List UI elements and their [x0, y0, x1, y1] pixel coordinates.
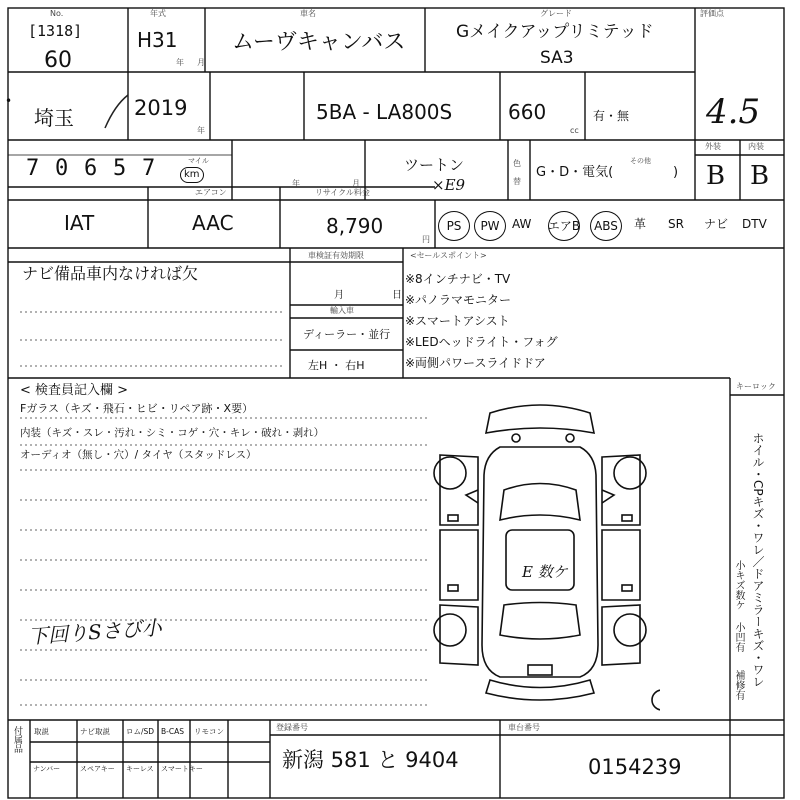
- accessory-item: ロム/SD: [126, 727, 155, 736]
- equipment-item: AW: [512, 217, 532, 231]
- year-unit: 年: [176, 58, 184, 67]
- margin-dot: •: [5, 94, 13, 108]
- accessory-item: リモコン: [194, 727, 224, 736]
- mileage-digit: 6: [84, 156, 98, 181]
- plate-label: 登録番号: [276, 723, 308, 732]
- car-name: ムーヴキャンバス: [232, 30, 406, 55]
- interior-grade: B: [750, 161, 770, 191]
- sales-header: <セールスポイント>: [410, 251, 487, 260]
- equipment-item: PS: [438, 211, 470, 241]
- right-sub3: 補修有: [733, 670, 744, 700]
- interior-label: 内装: [748, 142, 764, 151]
- ac-header: エアコン: [195, 188, 227, 197]
- shaken-day: 日: [392, 290, 402, 301]
- exterior-label: 外装: [705, 142, 721, 151]
- score-handwritten: 4.5: [706, 92, 761, 132]
- inspector-interior: 内装（キズ・スレ・汚れ・シミ・コゲ・穴・キレ・破れ・剥れ）: [20, 427, 325, 439]
- accessory-item: スマートキー: [161, 765, 203, 773]
- transmission: IAT: [64, 211, 95, 235]
- lot-number-label: No.: [50, 9, 64, 18]
- sales-point: ※スマートアシスト: [405, 314, 510, 328]
- ac-type: AAC: [192, 211, 234, 235]
- model-year-label: 年式: [150, 9, 166, 18]
- chassis-number: 0154239: [588, 755, 682, 779]
- mileage-digit: 7: [26, 156, 40, 181]
- inspector-header: < 検査員記入欄 >: [20, 383, 129, 398]
- year-unit-2: 年: [197, 126, 205, 135]
- equipment-item: エアB: [548, 211, 580, 241]
- accessory-item: ナンバー: [33, 765, 61, 773]
- month-unit: 月: [197, 58, 205, 67]
- color-code: ×E9: [432, 176, 466, 194]
- equipment-item: ナビ: [704, 217, 729, 231]
- recycle-fee: 8,790: [326, 214, 384, 238]
- left-note: ナビ備品車内なければ欠: [22, 264, 199, 283]
- yen-unit: 円: [422, 235, 430, 244]
- right-vertical-note: ホイル・CPキズ・ワレ／ドアミラーキズ・ワレ: [751, 432, 765, 688]
- accessory-item: スペアキー: [80, 765, 115, 773]
- mileage-digit: 5: [113, 156, 127, 181]
- accessory-item: B-CAS: [161, 727, 184, 736]
- exterior-grade: B: [706, 161, 726, 191]
- mileage-digit: 0: [55, 156, 69, 181]
- chassis-label: 車台番号: [508, 723, 540, 732]
- car-name-label: 車名: [300, 9, 316, 18]
- sales-point: ※パノラマモニター: [405, 293, 512, 307]
- color-label: 色: [513, 159, 521, 168]
- accessory-item: キーレス: [126, 765, 154, 773]
- body-note: E 数ケ: [522, 563, 568, 581]
- sales-point: ※8インチナビ・TV: [405, 272, 511, 286]
- equipment-item: ABS: [590, 211, 622, 241]
- accessory-item: ナビ取説: [80, 727, 110, 736]
- displacement: 660: [508, 100, 547, 124]
- inspector-glass: Fガラス（キズ・飛石・ヒビ・リペア跡・X要）: [20, 402, 254, 415]
- shaken-month: 月: [334, 290, 344, 301]
- dealer-parallel: ディーラー・並行: [303, 328, 391, 341]
- row3-year-unit: 年: [292, 179, 300, 188]
- shaken-header: 車検証有効期限: [308, 251, 364, 260]
- car-damage-diagram: [420, 395, 660, 715]
- right-sub2: 小凹有: [733, 622, 744, 652]
- year: 2019: [134, 96, 188, 120]
- region: 埼玉: [34, 106, 74, 130]
- sales-point: ※両側パワースライドドア: [405, 356, 546, 370]
- steering-side: 左H ・ 右H: [308, 359, 365, 372]
- color: ツートン: [404, 156, 465, 174]
- presence: 有・無: [593, 109, 630, 123]
- import-header: 輸入車: [330, 306, 354, 315]
- grade-code: SA3: [540, 48, 574, 68]
- era-year: H31: [137, 28, 178, 52]
- cc-unit: cc: [570, 126, 579, 135]
- accessory-item: 取説: [34, 727, 49, 736]
- right-sub1: 小キズ数ケ: [733, 560, 744, 610]
- equipment-item: 革: [634, 217, 647, 231]
- inspector-audio: オーディオ（無し・穴）/ タイヤ（スタッドレス）: [20, 449, 257, 461]
- model-code: 5BA - LA800S: [316, 100, 453, 124]
- fuel-other: その他: [630, 157, 651, 165]
- score-top: 60: [44, 48, 72, 73]
- mileage-unit-km: km: [180, 167, 204, 183]
- accessories-side-label: 付属品: [12, 726, 22, 753]
- key-lock-label: キーロック: [736, 382, 776, 391]
- grade: Gメイクアップリミテッド: [456, 22, 654, 42]
- mileage-digit: 7: [142, 156, 156, 181]
- lot-number: [1318]: [28, 22, 83, 40]
- equipment-item: PW: [474, 211, 506, 241]
- equipment-item: DTV: [742, 217, 767, 231]
- color-sub: 替: [513, 177, 521, 186]
- fuel-close: ): [673, 165, 679, 180]
- fuel: G・D・電気(: [536, 165, 614, 180]
- sales-point: ※LEDヘッドライト・フォグ: [405, 335, 558, 349]
- row3-month-unit: 月: [352, 179, 360, 188]
- equipment-item: SR: [668, 217, 684, 231]
- mileage-unit-top: マイル: [188, 157, 209, 165]
- inspector-handwritten: 下回りSさび小: [27, 615, 163, 649]
- grade-label: グレード: [540, 9, 572, 18]
- score-label: 評価点: [700, 9, 724, 18]
- recycle-header: リサイクル料金: [315, 188, 370, 197]
- plate-number: 新潟 581 と 9404: [282, 748, 459, 772]
